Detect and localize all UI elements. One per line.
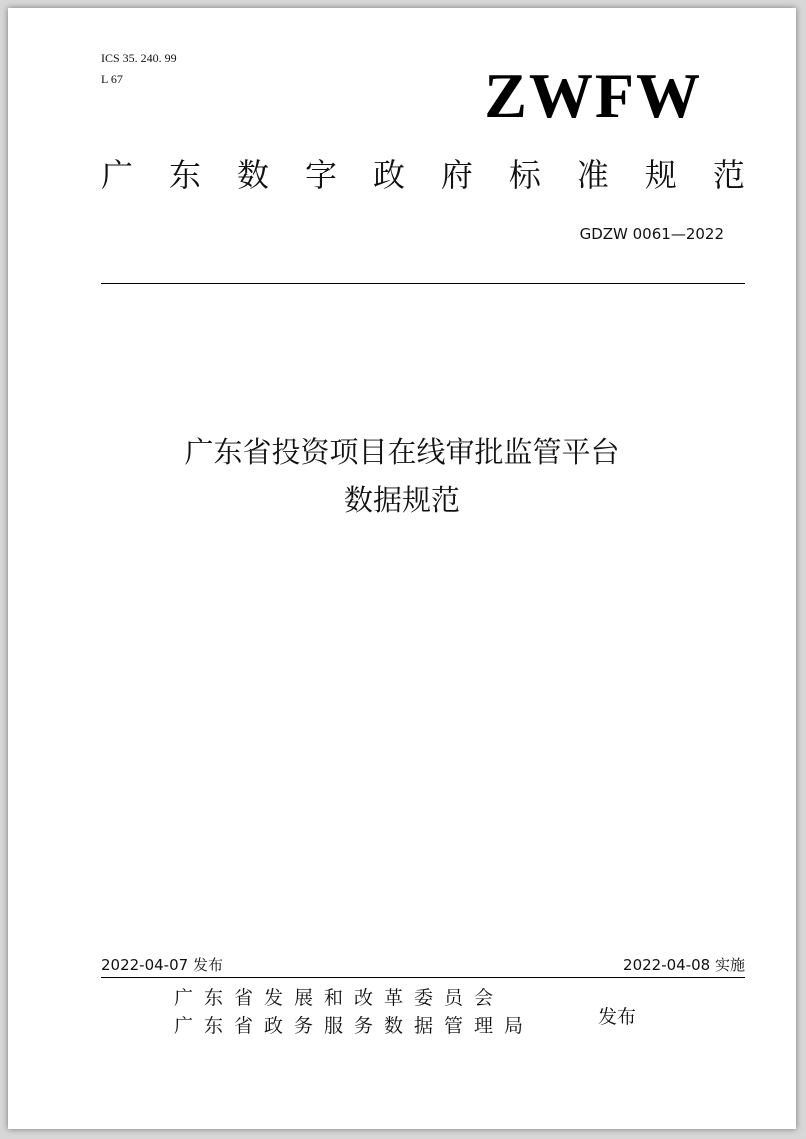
zwfw-logo: ZWFW	[484, 60, 702, 131]
standard-type-char: 范	[712, 156, 745, 194]
standard-type-heading	[101, 155, 745, 195]
standard-type-char: 政	[372, 156, 405, 194]
issuing-organizations	[174, 984, 534, 1040]
standard-type-char: 准	[576, 156, 609, 194]
standard-number: GDZW 0061—2022	[579, 225, 724, 243]
standard-type-char: 数	[236, 156, 269, 194]
implement-date: 2022-04-08 实施	[623, 956, 745, 974]
title-line-1: 广东省投资项目在线审批监管平台	[184, 435, 620, 469]
classification-codes	[101, 48, 177, 90]
standard-type-char: 规	[644, 156, 677, 194]
standard-type-char: 东	[168, 156, 201, 194]
issuer-org-1: 广东省发展和改革委员会	[174, 987, 505, 1009]
standard-type-char: 府	[440, 156, 473, 194]
title-line-2: 数据规范	[343, 483, 460, 517]
issue-label: 发布	[598, 1006, 637, 1028]
document-title	[8, 428, 796, 524]
ccs-code: L 67	[101, 72, 123, 86]
issuer-org-2: 广东省政务服务数据管理局	[174, 1015, 535, 1037]
document-cover-page	[8, 8, 796, 1129]
standard-type-char: 标	[508, 156, 541, 194]
ics-code: ICS 35. 240. 99	[101, 51, 177, 65]
publish-date: 2022-04-07 发布	[101, 956, 223, 974]
footer-divider	[101, 977, 745, 978]
standard-type-char: 广	[101, 156, 134, 194]
date-row	[101, 954, 745, 975]
standard-type-char: 字	[304, 156, 337, 194]
header-divider	[101, 283, 745, 284]
